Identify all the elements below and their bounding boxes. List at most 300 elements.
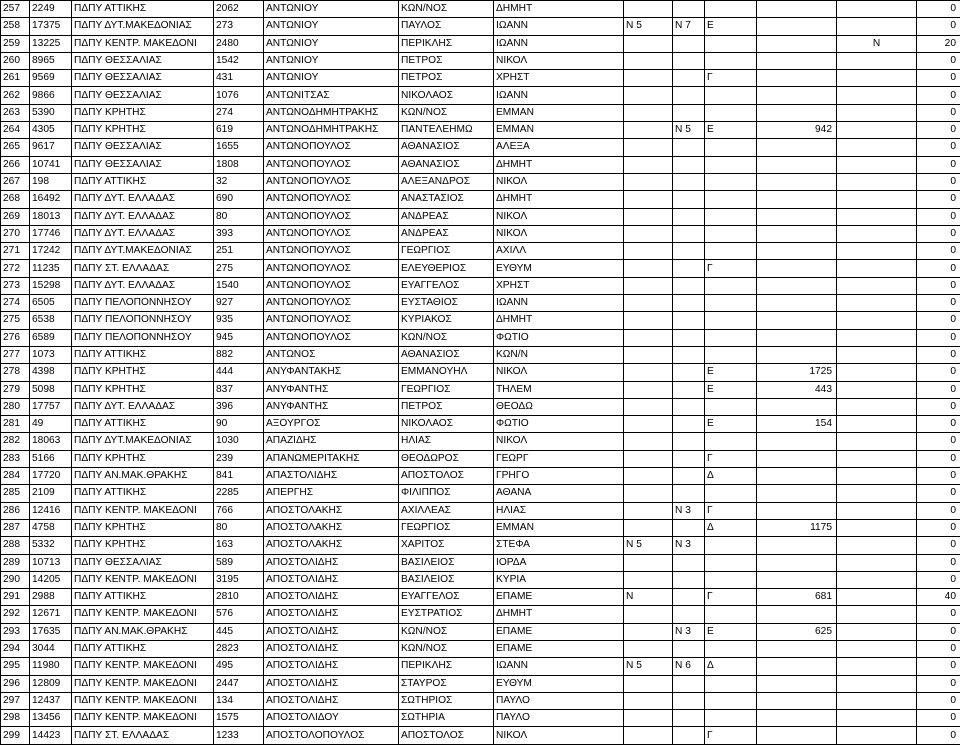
- cell-col-m: 0: [917, 606, 960, 623]
- cell-col-i: [673, 727, 705, 744]
- cell-col-l: [837, 398, 917, 415]
- cell-col-m: 0: [917, 364, 960, 381]
- table-row: [1, 727, 960, 744]
- cell-first-name: ΚΩΝ/ΝΟΣ: [399, 104, 494, 121]
- table-row: [1, 658, 960, 675]
- cell-code: 5332: [30, 537, 72, 554]
- cell-col-m: 0: [917, 554, 960, 571]
- cell-col-h: [624, 606, 673, 623]
- cell-col-m: 0: [917, 675, 960, 692]
- cell-col-j: [705, 35, 757, 52]
- cell-region: ΠΔΠΥ ΑΤΤΙΚΗΣ: [72, 1, 214, 18]
- cell-col-h: [624, 675, 673, 692]
- cell-surname: ΑΝΤΩΝΟΠΟΥΛΟΣ: [264, 329, 399, 346]
- cell-row-number: 291: [1, 589, 30, 606]
- table-row: [1, 208, 960, 225]
- cell-fathers-name: ΕΜΜΑΝ: [494, 122, 624, 139]
- cell-row-number: 274: [1, 295, 30, 312]
- cell-col-m: 0: [917, 346, 960, 363]
- cell-col-m: 0: [917, 1, 960, 18]
- cell-col-k: 154: [757, 416, 837, 433]
- cell-region: ΠΔΠΥ ΚΕΝΤΡ. ΜΑΚΕΔΟΝΙ: [72, 658, 214, 675]
- cell-col-l: [837, 52, 917, 69]
- cell-col-h: [624, 122, 673, 139]
- cell-col-k: 443: [757, 381, 837, 398]
- cell-col-i: [673, 35, 705, 52]
- cell-fathers-name: ΝΙΚΟΛ: [494, 727, 624, 744]
- cell-col-l: [837, 502, 917, 519]
- cell-fathers-name: ΙΩΑΝΝ: [494, 87, 624, 104]
- cell-surname: ΑΝΥΦΑΝΤΗΣ: [264, 398, 399, 415]
- cell-registry-number: 576: [214, 606, 264, 623]
- cell-code: 6538: [30, 312, 72, 329]
- cell-col-m: 0: [917, 312, 960, 329]
- cell-surname: ΑΠΟΣΤΟΛΙΔΗΣ: [264, 571, 399, 588]
- cell-fathers-name: ΘΕΟΔΩ: [494, 398, 624, 415]
- cell-code: 5098: [30, 381, 72, 398]
- cell-code: 17720: [30, 468, 72, 485]
- cell-col-j: Δ: [705, 658, 757, 675]
- cell-region: ΠΔΠΥ ΑΤΤΙΚΗΣ: [72, 346, 214, 363]
- cell-col-m: 0: [917, 156, 960, 173]
- cell-first-name: ΕΥΣΤΑΘΙΟΣ: [399, 295, 494, 312]
- cell-surname: ΑΝΤΩΝΟΔΗΜΗΤΡΑΚΗΣ: [264, 122, 399, 139]
- cell-first-name: ΝΙΚΟΛΑΟΣ: [399, 416, 494, 433]
- table-row: [1, 710, 960, 727]
- cell-col-m: 0: [917, 122, 960, 139]
- cell-col-l: [837, 571, 917, 588]
- cell-first-name: ΑΠΟΣΤΟΛΟΣ: [399, 468, 494, 485]
- cell-surname: ΑΝΤΩΝΟΠΟΥΛΟΣ: [264, 312, 399, 329]
- cell-col-j: [705, 225, 757, 242]
- cell-surname: ΑΠΑΝΩΜΕΡΙΤΑΚΗΣ: [264, 450, 399, 467]
- cell-region: ΠΔΠΥ ΑΝ.ΜΑΚ.ΘΡΑΚΗΣ: [72, 623, 214, 640]
- table-row: [1, 364, 960, 381]
- table-row: [1, 675, 960, 692]
- cell-code: 4305: [30, 122, 72, 139]
- cell-row-number: 280: [1, 398, 30, 415]
- cell-first-name: ΦΙΛΙΠΠΟΣ: [399, 485, 494, 502]
- table-row: [1, 156, 960, 173]
- cell-col-j: [705, 87, 757, 104]
- cell-code: 17757: [30, 398, 72, 415]
- table-row: [1, 225, 960, 242]
- cell-first-name: ΑΧΙΛΛΕΑΣ: [399, 502, 494, 519]
- cell-first-name: ΠΕΡΙΚΛΗΣ: [399, 658, 494, 675]
- table-row: [1, 139, 960, 156]
- cell-first-name: ΧΑΡΙΤΟΣ: [399, 537, 494, 554]
- cell-col-h: [624, 52, 673, 69]
- cell-registry-number: 766: [214, 502, 264, 519]
- table-row: [1, 87, 960, 104]
- cell-code: 6505: [30, 295, 72, 312]
- cell-col-i: [673, 295, 705, 312]
- cell-registry-number: 1542: [214, 52, 264, 69]
- cell-code: 4758: [30, 519, 72, 536]
- cell-region: ΠΔΠΥ ΔΥΤ. ΕΛΛΑΔΑΣ: [72, 208, 214, 225]
- cell-col-k: [757, 606, 837, 623]
- cell-first-name: ΕΥΣΤΡΑΤΙΟΣ: [399, 606, 494, 623]
- cell-col-j: Γ: [705, 260, 757, 277]
- cell-col-m: 0: [917, 277, 960, 294]
- cell-col-m: 0: [917, 485, 960, 502]
- table-row: [1, 398, 960, 415]
- cell-col-h: [624, 225, 673, 242]
- cell-registry-number: 431: [214, 70, 264, 87]
- cell-region: ΠΔΠΥ ΔΥΤ.ΜΑΚΕΔΟΝΙΑΣ: [72, 243, 214, 260]
- cell-surname: ΑΝΤΩΝΙΟΥ: [264, 18, 399, 35]
- cell-col-j: [705, 710, 757, 727]
- cell-registry-number: 2480: [214, 35, 264, 52]
- cell-registry-number: 945: [214, 329, 264, 346]
- cell-col-j: [705, 312, 757, 329]
- cell-region: ΠΔΠΥ ΚΕΝΤΡ. ΜΑΚΕΔΟΝΙ: [72, 571, 214, 588]
- cell-first-name: ΑΝΔΡΕΑΣ: [399, 208, 494, 225]
- cell-registry-number: 1655: [214, 139, 264, 156]
- cell-col-l: [837, 70, 917, 87]
- cell-col-j: [705, 554, 757, 571]
- cell-col-l: [837, 589, 917, 606]
- cell-col-j: [705, 208, 757, 225]
- cell-col-k: [757, 70, 837, 87]
- cell-col-i: [673, 346, 705, 363]
- cell-registry-number: 1808: [214, 156, 264, 173]
- cell-fathers-name: ΓΡΗΓΟ: [494, 468, 624, 485]
- cell-col-k: [757, 710, 837, 727]
- cell-first-name: ΓΕΩΡΓΙΟΣ: [399, 519, 494, 536]
- cell-col-i: [673, 52, 705, 69]
- cell-col-j: [705, 675, 757, 692]
- cell-row-number: 297: [1, 692, 30, 709]
- cell-col-l: [837, 191, 917, 208]
- table-row: [1, 70, 960, 87]
- table-row: [1, 243, 960, 260]
- cell-row-number: 268: [1, 191, 30, 208]
- table-row: [1, 329, 960, 346]
- cell-col-i: [673, 1, 705, 18]
- cell-col-l: [837, 468, 917, 485]
- cell-col-i: [673, 468, 705, 485]
- cell-col-l: [837, 173, 917, 190]
- cell-registry-number: 251: [214, 243, 264, 260]
- cell-region: ΠΔΠΥ ΚΕΝΤΡ. ΜΑΚΕΔΟΝΙ: [72, 675, 214, 692]
- cell-col-l: [837, 433, 917, 450]
- cell-col-l: [837, 658, 917, 675]
- cell-row-number: 271: [1, 243, 30, 260]
- cell-row-number: 266: [1, 156, 30, 173]
- cell-first-name: ΠΑΥΛΟΣ: [399, 18, 494, 35]
- cell-col-i: [673, 139, 705, 156]
- cell-row-number: 269: [1, 208, 30, 225]
- cell-surname: ΑΠΟΣΤΟΛΙΔΗΣ: [264, 589, 399, 606]
- table-row: [1, 554, 960, 571]
- cell-col-l: [837, 208, 917, 225]
- cell-col-i: Ν 5: [673, 122, 705, 139]
- cell-first-name: ΑΘΑΝΑΣΙΟΣ: [399, 346, 494, 363]
- cell-col-l: [837, 1, 917, 18]
- cell-col-i: [673, 87, 705, 104]
- cell-col-k: [757, 173, 837, 190]
- cell-col-i: [673, 156, 705, 173]
- cell-col-l: [837, 312, 917, 329]
- cell-col-i: [673, 589, 705, 606]
- cell-fathers-name: ΝΙΚΟΛ: [494, 433, 624, 450]
- cell-col-h: [624, 104, 673, 121]
- cell-col-k: [757, 18, 837, 35]
- cell-col-k: [757, 104, 837, 121]
- cell-registry-number: 2447: [214, 675, 264, 692]
- cell-first-name: ΠΑΝΤΕΛΕΗΜΩ: [399, 122, 494, 139]
- table-row: [1, 692, 960, 709]
- cell-surname: ΑΝΥΦΑΝΤΗΣ: [264, 381, 399, 398]
- cell-code: 14423: [30, 727, 72, 744]
- cell-code: 8965: [30, 52, 72, 69]
- cell-col-k: [757, 225, 837, 242]
- table-row: [1, 1, 960, 18]
- cell-col-i: [673, 710, 705, 727]
- cell-region: ΠΔΠΥ ΚΡΗΤΗΣ: [72, 381, 214, 398]
- cell-region: ΠΔΠΥ ΑΤΤΙΚΗΣ: [72, 640, 214, 657]
- cell-fathers-name: ΣΤΕΦΑ: [494, 537, 624, 554]
- cell-fathers-name: ΔΗΜΗΤ: [494, 1, 624, 18]
- cell-row-number: 299: [1, 727, 30, 744]
- cell-row-number: 270: [1, 225, 30, 242]
- cell-col-j: [705, 191, 757, 208]
- cell-registry-number: 275: [214, 260, 264, 277]
- cell-col-l: [837, 692, 917, 709]
- cell-registry-number: 396: [214, 398, 264, 415]
- cell-fathers-name: ΕΠΑΜΕ: [494, 589, 624, 606]
- cell-registry-number: 2823: [214, 640, 264, 657]
- cell-col-h: [624, 364, 673, 381]
- table-row: [1, 519, 960, 536]
- cell-col-h: [624, 433, 673, 450]
- cell-first-name: ΚΩΝ/ΝΟΣ: [399, 640, 494, 657]
- cell-col-l: [837, 243, 917, 260]
- cell-col-h: [624, 346, 673, 363]
- cell-code: 12809: [30, 675, 72, 692]
- table-row: [1, 122, 960, 139]
- cell-surname: ΑΝΤΩΝΟΠΟΥΛΟΣ: [264, 139, 399, 156]
- cell-row-number: 275: [1, 312, 30, 329]
- cell-col-k: [757, 329, 837, 346]
- cell-registry-number: 2810: [214, 589, 264, 606]
- cell-row-number: 287: [1, 519, 30, 536]
- cell-row-number: 282: [1, 433, 30, 450]
- cell-col-k: [757, 675, 837, 692]
- cell-col-l: [837, 554, 917, 571]
- cell-registry-number: 1076: [214, 87, 264, 104]
- cell-col-k: [757, 502, 837, 519]
- cell-col-m: 0: [917, 710, 960, 727]
- cell-row-number: 290: [1, 571, 30, 588]
- cell-surname: ΑΠΟΣΤΟΛΙΔΗΣ: [264, 554, 399, 571]
- cell-col-m: 0: [917, 416, 960, 433]
- cell-region: ΠΔΠΥ ΑΤΤΙΚΗΣ: [72, 173, 214, 190]
- cell-fathers-name: ΝΙΚΟΛ: [494, 208, 624, 225]
- cell-col-l: [837, 225, 917, 242]
- cell-col-l: [837, 675, 917, 692]
- cell-first-name: ΑΛΕΞΑΝΔΡΟΣ: [399, 173, 494, 190]
- table-row: [1, 52, 960, 69]
- cell-code: 16492: [30, 191, 72, 208]
- cell-surname: ΑΝΤΩΝΟΠΟΥΛΟΣ: [264, 173, 399, 190]
- cell-col-m: 0: [917, 433, 960, 450]
- cell-first-name: ΒΑΣΙΛΕΙΟΣ: [399, 571, 494, 588]
- cell-region: ΠΔΠΥ ΠΕΛΟΠΟΝΝΗΣΟΥ: [72, 329, 214, 346]
- cell-registry-number: 841: [214, 468, 264, 485]
- cell-col-j: [705, 295, 757, 312]
- cell-row-number: 293: [1, 623, 30, 640]
- cell-col-k: [757, 658, 837, 675]
- cell-first-name: ΑΝΑΣΤΑΣΙΟΣ: [399, 191, 494, 208]
- cell-col-h: [624, 295, 673, 312]
- cell-col-h: [624, 156, 673, 173]
- cell-region: ΠΔΠΥ ΚΕΝΤΡ. ΜΑΚΕΔΟΝΙ: [72, 35, 214, 52]
- cell-col-j: [705, 640, 757, 657]
- cell-col-m: 0: [917, 692, 960, 709]
- cell-col-k: [757, 571, 837, 588]
- cell-surname: ΑΠΟΣΤΟΛΙΔΗΣ: [264, 675, 399, 692]
- cell-fathers-name: ΙΩΑΝΝ: [494, 35, 624, 52]
- cell-col-m: 0: [917, 450, 960, 467]
- cell-fathers-name: ΙΩΑΝΝ: [494, 18, 624, 35]
- cell-col-l: [837, 450, 917, 467]
- cell-col-m: 0: [917, 208, 960, 225]
- cell-registry-number: 1575: [214, 710, 264, 727]
- cell-region: ΠΔΠΥ ΚΡΗΤΗΣ: [72, 364, 214, 381]
- cell-col-j: [705, 398, 757, 415]
- cell-col-j: Γ: [705, 70, 757, 87]
- cell-col-i: [673, 519, 705, 536]
- cell-col-m: 0: [917, 104, 960, 121]
- cell-col-j: Γ: [705, 502, 757, 519]
- table-row: [1, 640, 960, 657]
- cell-col-l: [837, 727, 917, 744]
- cell-region: ΠΔΠΥ ΘΕΣΣΑΛΙΑΣ: [72, 87, 214, 104]
- cell-fathers-name: ΠΑΥΛΟ: [494, 710, 624, 727]
- cell-code: 13225: [30, 35, 72, 52]
- cell-first-name: ΓΕΩΡΓΙΟΣ: [399, 381, 494, 398]
- cell-col-h: [624, 277, 673, 294]
- cell-col-h: [624, 571, 673, 588]
- cell-surname: ΑΠΑΣΤΟΛΙΔΗΣ: [264, 468, 399, 485]
- cell-col-h: [624, 312, 673, 329]
- cell-col-j: [705, 243, 757, 260]
- cell-registry-number: 445: [214, 623, 264, 640]
- cell-registry-number: 32: [214, 173, 264, 190]
- table-row: [1, 295, 960, 312]
- cell-col-m: 20: [917, 35, 960, 52]
- table-row: [1, 277, 960, 294]
- cell-row-number: 286: [1, 502, 30, 519]
- cell-surname: ΑΝΤΩΝΟΠΟΥΛΟΣ: [264, 243, 399, 260]
- cell-col-j: Δ: [705, 519, 757, 536]
- cell-surname: ΑΝΤΩΝΟΠΟΥΛΟΣ: [264, 191, 399, 208]
- cell-col-h: [624, 692, 673, 709]
- cell-row-number: 264: [1, 122, 30, 139]
- cell-col-l: Ν: [837, 35, 917, 52]
- cell-surname: ΑΝΤΩΝΙΟΥ: [264, 35, 399, 52]
- cell-fathers-name: ΚΩΝ/Ν: [494, 346, 624, 363]
- cell-col-i: [673, 571, 705, 588]
- cell-surname: ΑΠΕΡΓΗΣ: [264, 485, 399, 502]
- cell-region: ΠΔΠΥ ΔΥΤ. ΕΛΛΑΔΑΣ: [72, 277, 214, 294]
- cell-first-name: ΕΥΑΓΓΕΛΟΣ: [399, 277, 494, 294]
- cell-fathers-name: ΕΠΑΜΕ: [494, 640, 624, 657]
- cell-col-k: 681: [757, 589, 837, 606]
- cell-row-number: 263: [1, 104, 30, 121]
- cell-col-l: [837, 640, 917, 657]
- cell-fathers-name: ΑΘΑΝΑ: [494, 485, 624, 502]
- cell-fathers-name: ΤΗΛΕΜ: [494, 381, 624, 398]
- cell-col-i: [673, 208, 705, 225]
- cell-surname: ΑΝΤΩΝΟΠΟΥΛΟΣ: [264, 295, 399, 312]
- cell-fathers-name: ΑΛΕΞΑ: [494, 139, 624, 156]
- cell-fathers-name: ΝΙΚΟΛ: [494, 364, 624, 381]
- cell-col-m: 0: [917, 70, 960, 87]
- table-row: [1, 589, 960, 606]
- cell-row-number: 262: [1, 87, 30, 104]
- cell-col-i: [673, 225, 705, 242]
- cell-col-j: [705, 104, 757, 121]
- cell-surname: ΑΠΟΣΤΟΛΙΔΗΣ: [264, 623, 399, 640]
- cell-col-i: [673, 329, 705, 346]
- cell-registry-number: 2285: [214, 485, 264, 502]
- cell-col-i: [673, 364, 705, 381]
- cell-col-k: [757, 87, 837, 104]
- cell-col-i: [673, 554, 705, 571]
- cell-first-name: ΒΑΣΙΛΕΙΟΣ: [399, 554, 494, 571]
- cell-row-number: 259: [1, 35, 30, 52]
- cell-code: 17635: [30, 623, 72, 640]
- cell-col-k: [757, 640, 837, 657]
- cell-col-i: [673, 692, 705, 709]
- cell-col-m: 0: [917, 623, 960, 640]
- cell-col-k: [757, 260, 837, 277]
- cell-col-i: [673, 640, 705, 657]
- cell-first-name: ΠΕΡΙΚΛΗΣ: [399, 35, 494, 52]
- cell-region: ΠΔΠΥ ΚΕΝΤΡ. ΜΑΚΕΔΟΝΙ: [72, 692, 214, 709]
- cell-col-j: [705, 433, 757, 450]
- cell-col-j: [705, 485, 757, 502]
- cell-row-number: 283: [1, 450, 30, 467]
- cell-code: 2988: [30, 589, 72, 606]
- cell-col-j: [705, 52, 757, 69]
- cell-row-number: 257: [1, 1, 30, 18]
- cell-code: 12416: [30, 502, 72, 519]
- cell-col-h: [624, 623, 673, 640]
- cell-code: 17375: [30, 18, 72, 35]
- table-row: [1, 433, 960, 450]
- cell-col-k: [757, 277, 837, 294]
- cell-row-number: 289: [1, 554, 30, 571]
- cell-col-m: 0: [917, 398, 960, 415]
- cell-col-l: [837, 122, 917, 139]
- cell-first-name: ΣΩΤΗΡΙΑ: [399, 710, 494, 727]
- cell-col-m: 0: [917, 640, 960, 657]
- cell-col-h: [624, 554, 673, 571]
- cell-registry-number: 589: [214, 554, 264, 571]
- cell-col-h: [624, 485, 673, 502]
- cell-fathers-name: ΔΗΜΗΤ: [494, 156, 624, 173]
- cell-col-k: [757, 485, 837, 502]
- cell-code: 11235: [30, 260, 72, 277]
- cell-col-m: 0: [917, 225, 960, 242]
- cell-registry-number: 495: [214, 658, 264, 675]
- cell-col-l: [837, 295, 917, 312]
- cell-col-i: Ν 6: [673, 658, 705, 675]
